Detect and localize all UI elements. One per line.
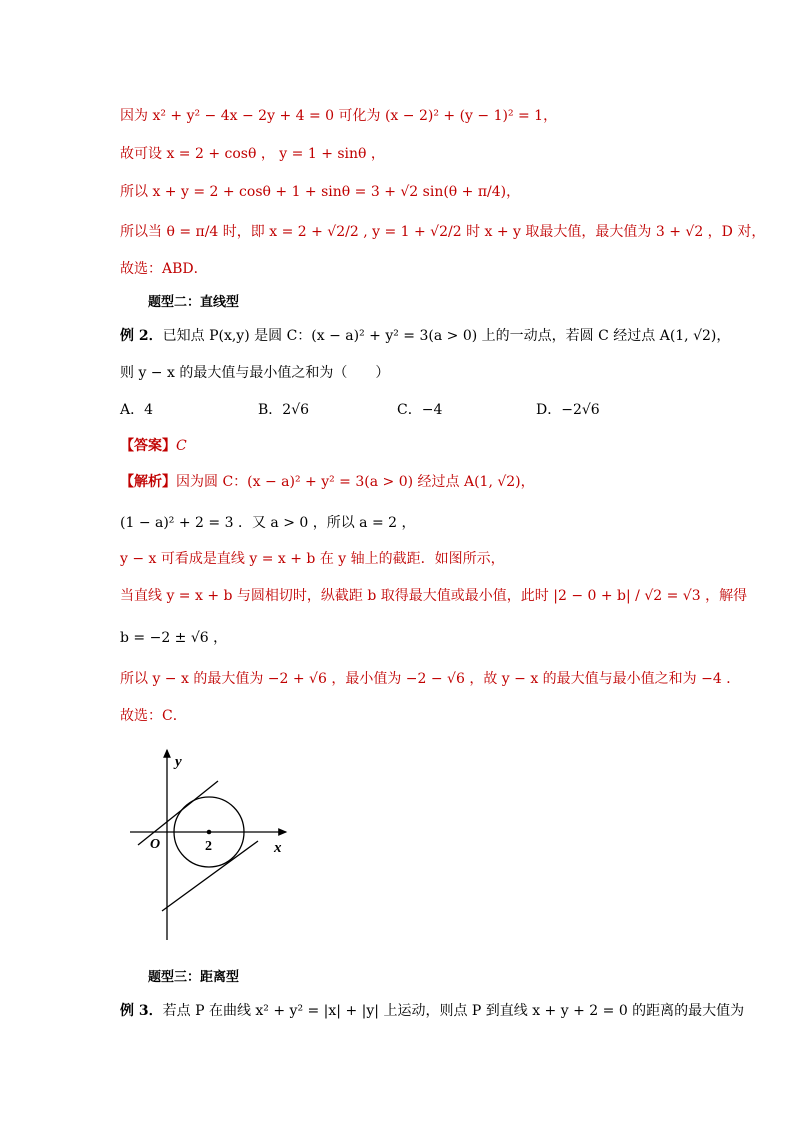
example2-stem-line1: [120, 326, 730, 346]
analysis-line-1: 【解析】因为圆 C：(x − a)² + y² = 3(a > 0) 经过点 A(1, √2)，: [120, 474, 535, 490]
example3-stem-line: 例 3．若点 P 在曲线 x² + y² = |x| + |y| 上运动，则点 P 到直线 x + y + 2 = 0 的距离的最大值为: [120, 1003, 745, 1019]
option-d: D．−2√6: [536, 402, 600, 418]
origin-label: O: [150, 837, 161, 852]
answer-line: [120, 436, 187, 456]
analysis-line-3: y − x 可看成是直线 y = x + b 在 y 轴上的截距．如图所示，: [120, 551, 505, 567]
option-b: B．2√6: [258, 402, 310, 418]
example2-stem1: 已知点 P(x,y) 是圆 C：(x − a)² + y² = 3(a > 0) 上的一动点，若圆 C 经过点 A(1, √2)，: [162, 328, 731, 344]
solution-line-1: 因为 x² + y² − 4x − 2y + 4 = 0 可化为 (x − 2)² + (y − 1)² = 1，: [120, 108, 558, 124]
center-point: [207, 830, 212, 835]
answer-label: 【答案】: [120, 438, 176, 454]
tangent-circle-figure: [120, 744, 300, 944]
upper-tangent-line: [138, 781, 218, 845]
answer-value: C: [176, 438, 187, 454]
solution-line-3: 所以 x + y = 2 + cosθ + 1 + sinθ = 3 + √2 sin(θ + π/4)，: [120, 184, 521, 200]
x-axis-label: x: [274, 840, 282, 856]
option-a: A．4: [120, 402, 154, 418]
example3-label: 例 3．: [120, 1003, 163, 1019]
section-heading-type3: 题型三：距离型: [148, 970, 240, 985]
section-heading-type2: 题型二：直线型: [148, 295, 240, 310]
example2-stem-line2: 则 y − x 的最大值与最小值之和为（ ）: [120, 365, 390, 381]
analysis-line-7: 故选：C．: [120, 708, 187, 724]
solution-line-5: 故选：ABD．: [120, 261, 208, 277]
option-c: C．−4: [397, 402, 443, 418]
solution-line-2: 故可设 x = 2 + cosθ ， y = 1 + sinθ ，: [120, 146, 385, 162]
analysis-label: 【解析】: [120, 474, 176, 490]
solution-line-4: 所以当 θ = π/4 时，即 x = 2 + √2/2 , y = 1 + √2/2 时 x + y 取最大值，最大值为 3 + √2 ，D 对，: [120, 224, 766, 240]
analysis-line-5: b = −2 ± √6 ，: [120, 630, 228, 646]
analysis-line-4: 当直线 y = x + b 与圆相切时，纵截距 b 取得最大值或最小值，此时 |2 − 0 + b| / √2 = √3 ，解得: [120, 588, 748, 604]
analysis-line-2: (1 − a)² + 2 = 3 ．又 a > 0 ，所以 a = 2 ，: [120, 515, 416, 531]
analysis-line-6: 所以 y − x 的最大值为 −2 + √6 ，最小值为 −2 − √6 ，故 y − x 的最大值与最小值之和为 −4 ．: [120, 671, 741, 687]
y-axis-label: y: [175, 754, 182, 770]
center-label: 2: [205, 839, 212, 854]
example2-label: 例 2．: [120, 328, 163, 344]
